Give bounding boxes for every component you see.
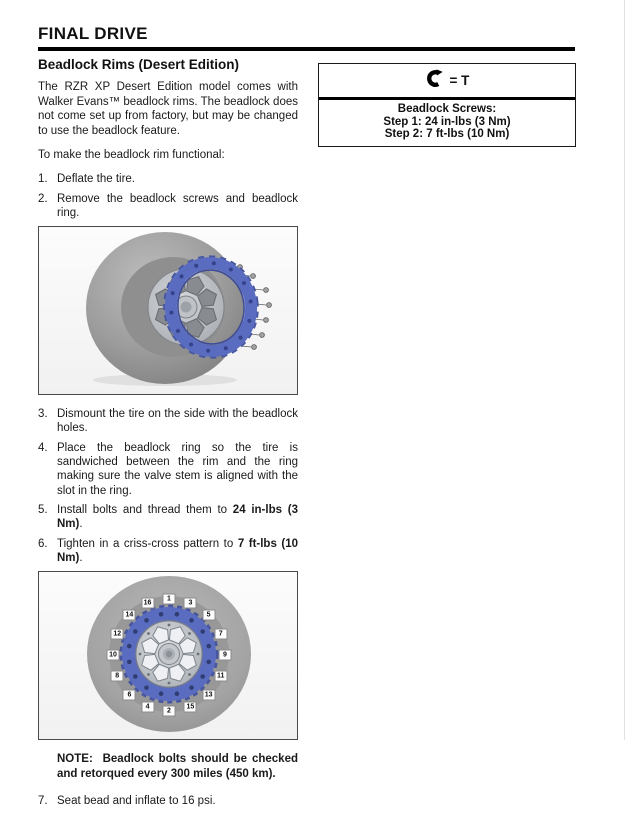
torque-sequence-label: 7 [214,628,227,639]
torque-sequence-label: 13 [202,689,215,700]
torque-sequence-label: 1 [163,594,176,605]
intro-paragraph: The RZR XP Desert Edition model comes with Walker Evans™ beadlock rims. The beadlock does not come set up from factory, but may be changed to use the beadlock feature. [38,81,298,137]
step-number: 5. [38,504,48,517]
step-text: Deflate the tire. [57,173,135,186]
torque-sequence-label: 14 [123,610,136,621]
page-title: FINAL DRIVE [38,24,148,43]
procedure-step [38,537,298,565]
torque-equals-label: = T [449,73,470,88]
torque-wrench-icon [425,69,444,93]
note-body: Beadlock bolts should be checked and retorqued every 300 miles (450 km). [57,753,298,780]
torque-sequence-label: 11 [214,671,227,682]
torque-sequence-label: 3 [184,598,197,609]
section-heading: Beadlock Rims (Desert Edition) [38,57,240,72]
torque-sequence-label: 8 [111,671,124,682]
torque-sequence-label: 2 [163,706,176,717]
step-number: 4. [38,441,48,454]
steps-group-3 [38,794,298,808]
torque-sequence-label: 15 [184,701,197,712]
torque-spec-step2: Step 2: 7 ft-lbs (10 Nm) [384,128,510,140]
torque-spec-box [318,63,576,147]
step-number: 1. [38,173,48,186]
beadlock-ring-illustration [39,227,297,394]
step-text: Remove the beadlock screws and beadlock ring. [57,193,298,220]
step-number: 6. [38,538,48,551]
note-label: NOTE: [57,753,93,766]
torque-sequence-label: 4 [141,701,154,712]
step-text: Tighten in a criss-cross pattern to 7 ft-lbs (10 Nm). [57,538,298,565]
procedure-step [38,172,298,186]
torque-sequence-label: 10 [107,650,120,661]
procedure-step [38,407,298,435]
torque-sequence-label: 9 [219,650,232,661]
procedure-step [38,441,298,498]
procedure-step [38,192,298,220]
step-number: 2. [38,193,48,206]
step-number: 7. [38,795,48,808]
step-text: Dismount the tire on the side with the beadlock holes. [57,407,298,435]
procedure-step [38,503,298,531]
torque-sequence-label: 5 [202,610,215,621]
header-rule [38,47,575,51]
torque-spec-title: Beadlock Screws: [397,103,497,115]
step-number: 3. [38,407,48,420]
step-text: Install bolts and thread them to 24 in-lbs (3 Nm). [57,504,298,531]
steps-group-1 [38,172,298,220]
criss-cross-pattern-figure [38,571,298,740]
main-column [38,57,298,814]
torque-sequence-label: 6 [123,689,136,700]
beadlock-ring-figure [38,226,298,395]
steps-group-2 [38,407,298,566]
torque-sequence-label: 16 [141,598,154,609]
torque-spec-step1: Step 1: 24 in-lbs (3 Nm) [383,115,511,128]
step-text: Seat bead and inflate to 16 psi. [57,795,216,808]
procedure-step [38,794,298,808]
torque-spec-text [319,100,575,146]
torque-icon-row [319,64,575,97]
note-text [57,752,298,781]
torque-sequence-label: 12 [111,628,124,639]
procedure-lead: To make the beadlock rim functional: [38,149,225,162]
scanned-page-edge [624,0,625,740]
step-text: Place the beadlock ring so the tire is sandwiched between the rim and the ring making sure the valve stem is aligned with the slot in the ring. [57,441,298,497]
